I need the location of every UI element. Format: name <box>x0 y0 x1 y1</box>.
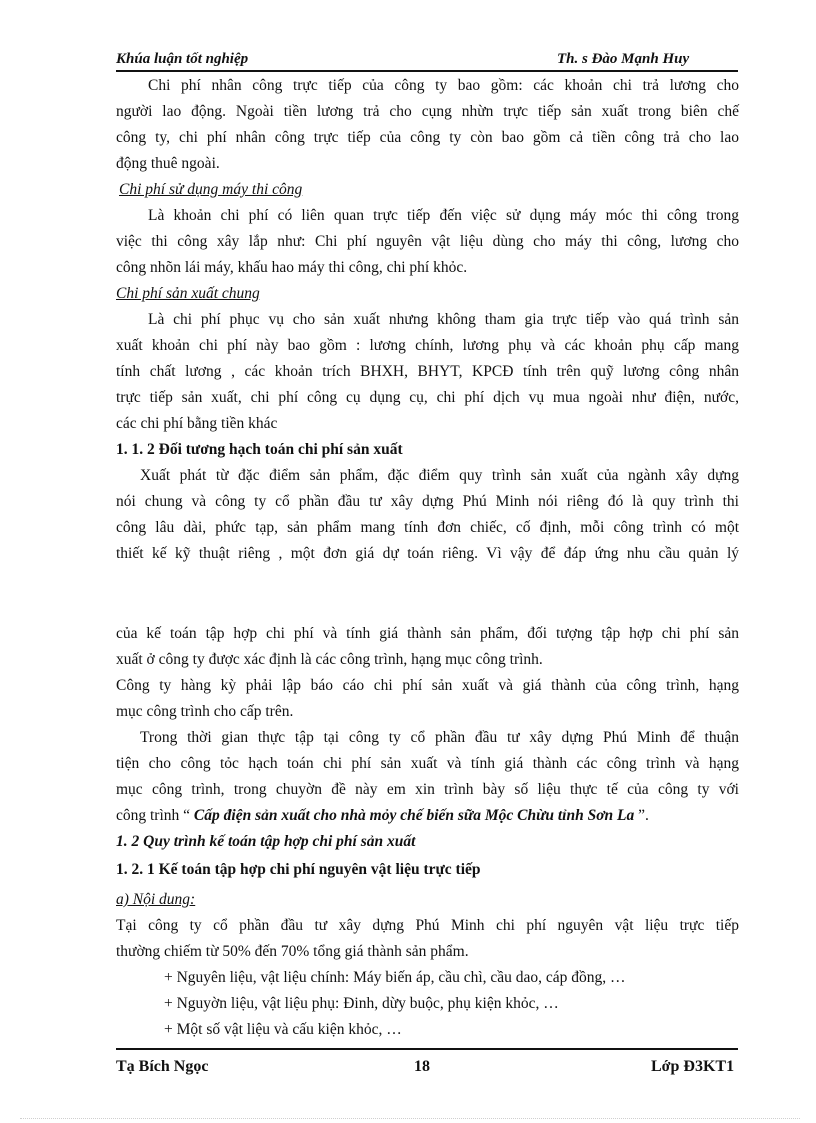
paragraph-line: Là khoản chi phí có liên quan trực tiếp đến việc sử dụng máy móc thi công trong <box>148 207 739 224</box>
header-supervisor: Th. s Đào Mạnh Huy <box>557 51 690 67</box>
paragraph-line: công lâu dài, phức tạp, sản phẩm mang tính đơn chiếc, cố định, mỗi công trình có một <box>116 519 739 536</box>
project-title: Cấp điện sản xuất cho nhà mỏy chế biến sữa Mộc Chừu tỉnh Sơn La <box>193 807 635 824</box>
section-heading-1-2: 1. 2 Quy trình kế toán tập hợp chi phí sản xuất <box>116 833 416 850</box>
subheading-machine-cost: Chi phí sử dụng máy thi công <box>119 181 303 198</box>
project-suffix: ”. <box>634 807 649 824</box>
paragraph-line: công nhõn lái máy, khấu hao máy thi công, chi phí khỏc. <box>116 259 468 276</box>
subheading-general-cost: Chi phí sản xuất chung <box>116 285 260 302</box>
paragraph-line: mục công trình, trong chuyờn đề này em xin trình bày số liệu thực tế của công ty với <box>116 781 739 798</box>
paragraph-line: Tại công ty cổ phần đầu tư xây dựng Phú Minh chi phí nguyên vật liệu trực tiếp <box>116 917 739 934</box>
page-header <box>116 50 738 72</box>
paragraph-line: Trong thời gian thực tập tại công ty cổ phần đầu tư xây dựng Phú Minh để thuận <box>140 729 739 746</box>
header-thesis-title: Khúa luận tốt nghiệp <box>116 51 249 67</box>
paragraph-line: các chi phí bằng tiền khác <box>116 415 278 432</box>
page-footer <box>116 1048 738 1078</box>
paragraph-line: việc thi công xây lắp như: Chi phí nguyên vật liệu dùng cho máy thi công, lương cho <box>116 233 739 250</box>
footer-class: Lớp Đ3KT1 <box>651 1058 735 1075</box>
paragraph-line: động thuê ngoài. <box>116 155 220 172</box>
list-item: + Một số vật liệu và cấu kiện khỏc, … <box>164 1021 402 1038</box>
paragraph-line: của kế toán tập hợp chi phí và tính giá thành sản phẩm, đối tượng tập hợp chi phí sản <box>116 625 739 642</box>
paragraph-line: Là chi phí phục vụ cho sản xuất nhưng không tham gia trực tiếp vào quá trình sản <box>148 311 739 328</box>
paragraph-line: người lao động. Ngoài tiền lương trả cho cụng nhừn trực tiếp sản xuất trong biên chế <box>116 103 739 120</box>
paragraph-line: tính chất lương , các khoản trích BHXH, BHYT, KPCĐ tính trên quỹ lương công nhân <box>116 363 739 380</box>
page-number: 18 <box>414 1058 430 1075</box>
paragraph-line-project <box>116 806 739 826</box>
paragraph-line: Công ty hàng kỳ phải lập báo cáo chi phí sản xuất và giá thành của công trình, hạng <box>116 677 739 694</box>
project-prefix: công trình “ <box>116 807 194 824</box>
list-item: + Nguyên liệu, vật liệu chính: Máy biến áp, cầu chì, cầu dao, cáp đồng, … <box>164 969 626 986</box>
paragraph-line: thường chiếm từ 50% đến 70% tổng giá thành sản phẩm. <box>116 943 469 960</box>
section-heading-1-1-2: 1. 1. 2 Đối tương hạch toán chi phí sản xuất <box>116 441 403 458</box>
list-item: + Nguyờn liệu, vật liệu phụ: Đinh, dừy buộc, phụ kiện khỏc, … <box>164 995 559 1012</box>
content-label: a) Nội dung: <box>116 891 196 908</box>
paragraph-line: xuất ở công ty được xác định là các công trình, hạng mục công trình. <box>116 651 543 668</box>
paragraph-line: nói chung và công ty cổ phần đầu tư xây dựng Phú Minh nói riêng đó là quy trình thi <box>116 493 739 510</box>
section-heading-1-2-1: 1. 2. 1 Kế toán tập hợp chi phí nguyên vật liệu trực tiếp <box>116 861 481 878</box>
paragraph-line: tiện cho công tỏc hạch toán chi phí sản xuất và tính giá thành các công trình và hạng <box>116 755 739 772</box>
paragraph-line: Chi phí nhân công trực tiếp của công ty bao gồm: các khoản chi trả lương cho <box>148 77 739 94</box>
paragraph-line: mục công trình cho cấp trên. <box>116 703 294 720</box>
page-bottom-divider <box>20 1118 800 1119</box>
paragraph-line: công ty, chi phí nhân công trực tiếp của công ty còn bao gồm cả tiền công trả cho lao <box>116 129 739 146</box>
paragraph-line: thiết kế kỹ thuật riêng , một đơn giá dự toán riêng. Vì vậy để đáp ứng nhu cầu quản lý <box>116 545 739 562</box>
paragraph-line: xuất khoản chi phí này bao gồm : lương chính, lương phụ và các khoản phụ cấp mang <box>116 337 739 354</box>
paragraph-line: Xuất phát từ đặc điểm sản phẩm, đặc điểm quy trình sản xuất của ngành xây dựng <box>140 467 739 484</box>
paragraph-line: trực tiếp sản xuất, chi phí công cụ dụng cụ, chi phí dịch vụ mua ngoài như điện, nước, <box>116 389 739 406</box>
footer-author: Tạ Bích Ngọc <box>116 1058 209 1075</box>
